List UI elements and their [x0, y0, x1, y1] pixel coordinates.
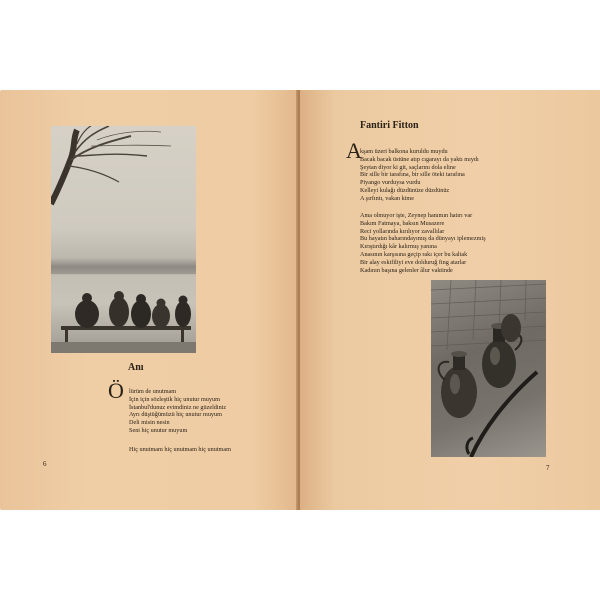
- copper-vessels-photo: [431, 280, 546, 457]
- verse-line: A şırfıntı, vakan kime: [360, 194, 414, 202]
- verse-line: İstanbul'dunuz evimdiniz ne güzeldiniz: [129, 403, 227, 411]
- verse-line: Bakım Fatmaya, baksın Musazere: [360, 219, 445, 227]
- vessels-photo-drawing: [431, 280, 546, 457]
- verse-line: Seni hiç unutur muyum: [129, 426, 188, 434]
- winter-photo-drawing: [51, 126, 196, 353]
- verse-line: Şeytan diyor ki git, saçlarını dola eline: [360, 163, 456, 171]
- page-number-right: 7: [546, 464, 550, 472]
- poem-ani-verse: [129, 388, 226, 435]
- verse-line: İçin için sözleştik hiç unutur muyum: [129, 395, 220, 403]
- winter-photo: [51, 126, 196, 353]
- drop-cap-o: Ö: [108, 378, 124, 403]
- verse-line: lürüm de unutmam: [129, 388, 177, 395]
- left-page: [0, 90, 298, 510]
- page-number-left: 6: [43, 460, 47, 468]
- verse-line: Ayrı düştüğümüzü hiç unutur muyum: [129, 411, 222, 419]
- closing-line: Hiç unutmam hiç unutmam hiç unutmam: [129, 446, 231, 453]
- verse-line: Anasının karşısına geçip rakı içer bu kaltak: [360, 250, 468, 258]
- book-spread: [0, 90, 600, 510]
- verse-line: Kırıştırdığı kâr kalırmış yanına: [360, 243, 437, 251]
- verse-line: Bacak bacak üstüne atıp cıgarayı da yaktı mıydı: [360, 155, 479, 163]
- verse-line: Piyango vurduysa vurdu: [360, 179, 421, 187]
- poem-title-ani: Anı: [128, 362, 144, 373]
- poem-stanza-2: [360, 212, 486, 274]
- verse-line: Reci yollarında kırılıyor zavallılar: [360, 227, 445, 235]
- drop-cap-a: A: [346, 138, 362, 163]
- verse-line: Kadının başına gelenler âlur vaktinde: [360, 266, 453, 274]
- poem-title-fantiri-fitton: Fantiri Fitton: [360, 120, 419, 131]
- verse-line: Deli misin nesin: [129, 419, 170, 427]
- verse-line: kşam üzeri balkona kuruldu muydu: [360, 148, 448, 155]
- verse-line: Ama olmuyor işte, Zeynep hanımın hatırı var: [360, 212, 473, 219]
- verse-line: Bir sille bir tarafına, bir sille öteki tarafına: [360, 171, 465, 179]
- verse-line: Bir alay eskifiliyi eve dolduruğ fing atarlar: [360, 258, 467, 266]
- poem-stanza-1: [360, 148, 479, 203]
- verse-line: Bu hayatın baharındayımış da dünyayı iplemezmiş: [360, 235, 486, 243]
- verse-line: Kelleyi kulağı düzdünüze düzdünüz: [360, 186, 450, 194]
